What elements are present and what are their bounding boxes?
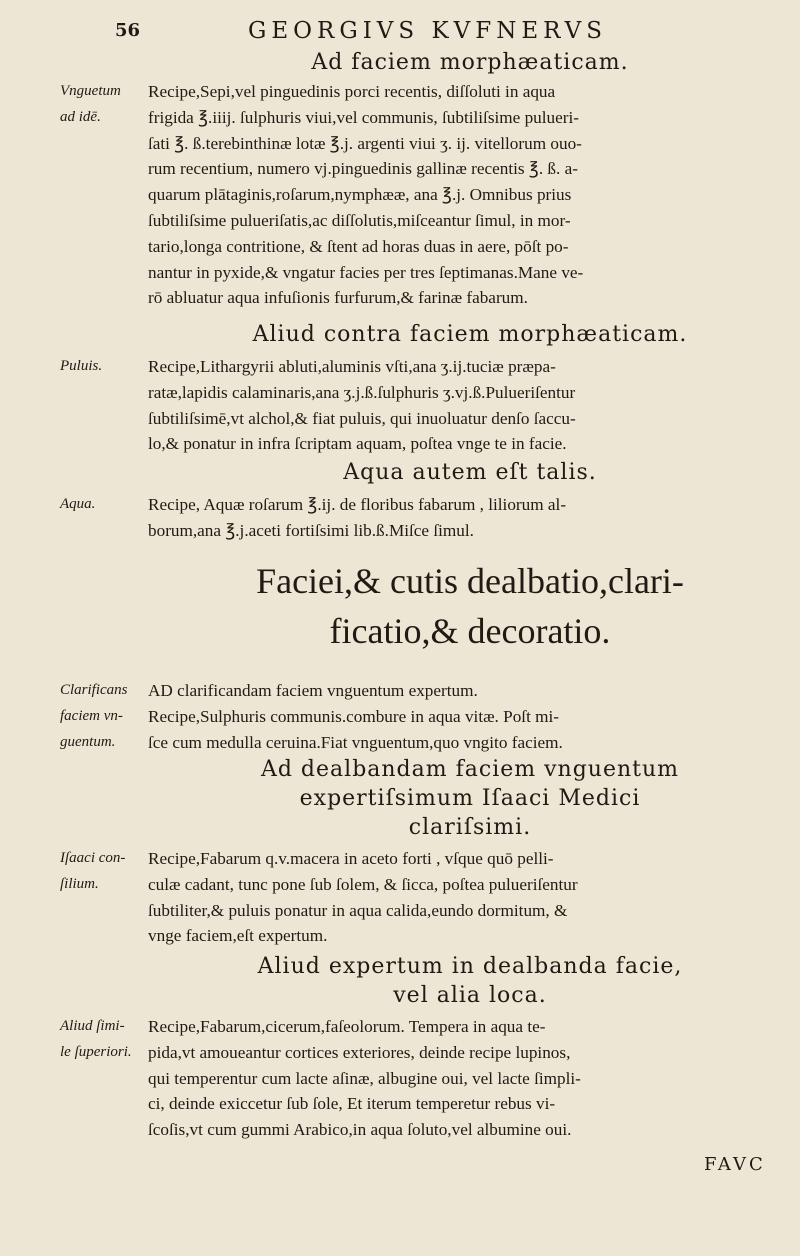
margin-note: Aqua. — [60, 496, 96, 512]
text-line: borum,ana ℥.j.aceti fortiſsimi lib.ß.Miſce ſimul. — [148, 520, 474, 540]
text-line: ſubtiliſsimē,vt alchol,& fiat puluis, qui inuoluatur denſo ſaccu- — [148, 408, 576, 428]
margin-note: Aliud ſimi- le ſuperiori. — [60, 1018, 132, 1060]
paragraph — [148, 1014, 770, 1143]
text-line: ſce cum medulla ceruina.Fiat vnguentum,quo vngito faciem. — [148, 732, 563, 752]
text-line: Recipe,Sepi,vel pinguedinis porci recentis, diſſoluti in aqua — [148, 82, 556, 101]
text-line: AD clarificandam faciem vnguentum expertum. — [148, 681, 478, 700]
text-line: ſubtiliſsime pulueriſatis,ac diſſolutis,miſceantur ſimul, in mor- — [148, 210, 571, 230]
paragraph — [148, 492, 770, 544]
margin-note: Clarificans faciem vn- guentum. — [60, 682, 128, 750]
section-title: Aliud contra faciem morphæaticam. — [252, 322, 688, 347]
paragraph — [148, 79, 770, 311]
margin-note: Iſaaci con- ſilium. — [60, 850, 126, 892]
catchword: FAVC — [704, 1154, 766, 1175]
page-header — [0, 14, 800, 48]
text-line: culæ cadant, tunc pone ſub ſolem, & ſicca, poſtea pulueriſentur — [148, 874, 578, 894]
section-title-line: vel alia loca. — [393, 983, 547, 1008]
text-line: Recipe,Fabarum,cicerum,faſeolorum. Tempera in aqua te- — [148, 1017, 546, 1036]
text-line: frigida ℥.iiij. ſulphuris viui,vel communis, ſubtiliſsime pulueri- — [148, 107, 579, 127]
text-line: pida,vt amoueantur cortices exteriores, deinde recipe lupinos, — [148, 1042, 571, 1062]
section-title-line: clariſsimi. — [408, 815, 532, 840]
paragraph — [148, 678, 770, 755]
text-line: nantur in pyxide,& vngatur facies per tres ſeptimanas.Mane ve- — [148, 262, 584, 282]
section-title-line: Ad dealbandam faciem vnguentum — [260, 757, 680, 782]
text-line: ratæ,lapidis calaminaris,ana ʒ.j.ß.ſulphuris ʒ.vj.ß.Pulueriſentur — [148, 382, 576, 402]
section-title-line: Aliud expertum in dealbanda facie, — [257, 954, 683, 979]
text-line: ci, deinde exiccetur ſub ſole, Et iterum temperetur rebus vi- — [148, 1094, 556, 1114]
section-title-line: expertiſsimum Iſaaci Medici — [299, 786, 641, 811]
text-line: Recipe,Lithargyrii abluti,aluminis vſti,ana ʒ.ij.tuciæ præpa- — [148, 357, 556, 376]
margin-note: Vnguetum ad idē. — [60, 83, 121, 125]
running-title: GEORGIVS KVFNERVS — [248, 18, 608, 44]
chapter-title-line: Faciei,& cutis dealbatio,clari- — [256, 561, 684, 601]
text-line: ſcoſis,vt cum gummi Arabico,in aqua ſoluto,vel albumine oui. — [148, 1120, 572, 1140]
text-line: Recipe, Aquæ roſarum ℥.ij. de floribus fabarum , liliorum al- — [148, 495, 567, 514]
paragraph — [148, 846, 770, 949]
text-line: vnge faciem,eſt expertum. — [148, 926, 328, 946]
text-line: rō abluatur aqua infuſionis furfurum,& farinæ fabarum. — [148, 288, 528, 308]
text-line: rum recentium, numero vj.pinguedinis gallinæ recentis ℥. ß. a- — [148, 159, 578, 179]
text-line: lo,& ponatur in infra ſcriptam aquam, poſtea vnge te in facie. — [148, 434, 567, 454]
margin-note: Puluis. — [60, 358, 103, 374]
text-line: ſubtiliter,& puluis ponatur in aqua calida,eundo dormitum, & — [148, 900, 568, 920]
paragraph — [148, 354, 770, 457]
text-line: Recipe,Sulphuris communis.combure in aqua vitæ. Poſt mi- — [148, 706, 560, 726]
chapter-title-line: ficatio,& decoratio. — [329, 611, 611, 651]
text-line: tario,longa contritione, & ſtent ad horas duas in aere, pōſt po- — [148, 236, 569, 256]
text-line: ſati ℥. ß.terebinthinæ lotæ ℥.j. argenti viui ʒ. ij. vitellorum ouo- — [148, 133, 582, 153]
folio-number: 56 — [115, 20, 141, 41]
section-title: Ad faciem morphæaticam. — [311, 50, 629, 75]
text-line: quarum plātaginis,roſarum,nymphææ, ana ℥.j. Omnibus prius — [148, 185, 572, 205]
text-line: qui temperentur cum lacte aſinæ, albugine oui, vel lacte ſimpli- — [148, 1068, 581, 1088]
text-line: Recipe,Fabarum q.v.macera in aceto forti , vſque quō pelli- — [148, 849, 554, 868]
section-title: Aqua autem eſt talis. — [343, 460, 597, 485]
